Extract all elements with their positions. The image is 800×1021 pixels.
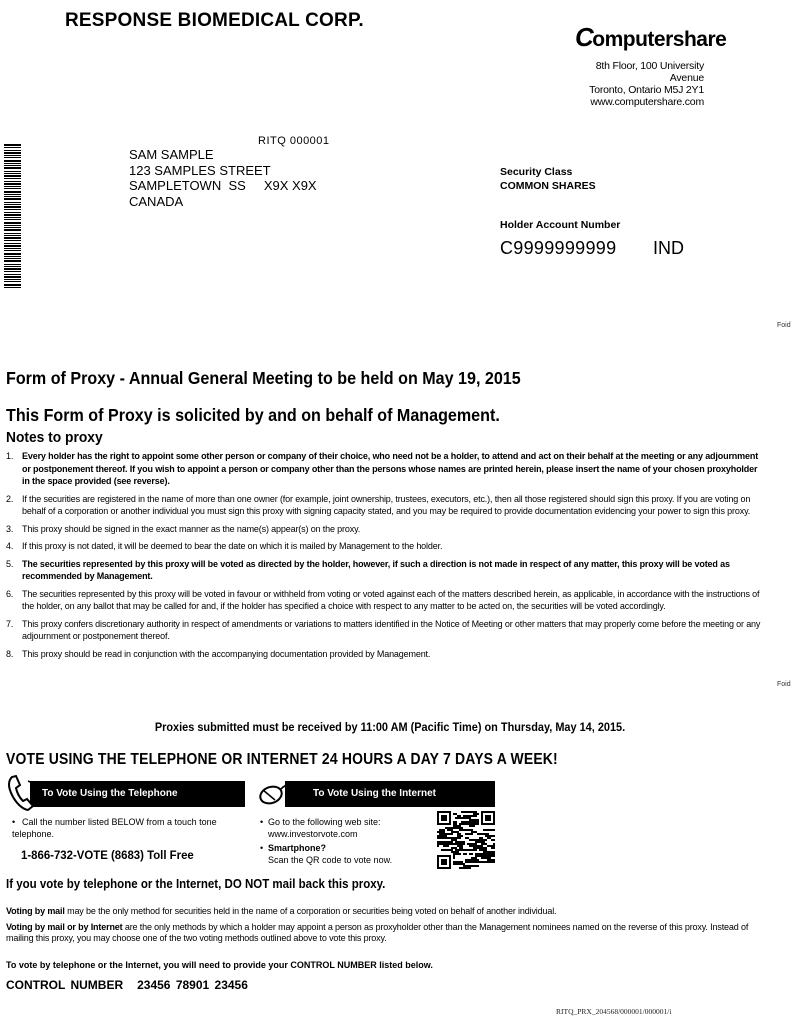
document-code: RITQ_PRX_204568/000001/000001/i [556,1007,672,1016]
logo-initial: C [575,22,594,52]
note-number: 1. [6,451,14,461]
mail-note [6,922,776,945]
web-instruction-text: Go to the following web site: [268,817,381,827]
notes-heading: Notes to proxy [6,429,103,446]
mouse-icon [255,775,297,811]
mailing-line: SAM SAMPLE [129,147,214,162]
notes-list [6,450,766,665]
note-text: If the securities are registered in the name of more than one owner (for example, joint ownership, trustees, executors, etc.), then all those registered should sign this proxy. If you are voting on behalf of a corporation or another individual you must sign this proxy with signing capacity stated, and you may be required to provide documentation evidencing your power to sign this proxy. [22,493,751,516]
mail-note-text: may be the only method for securities held in the name of a corporation or securities being voted on behalf of another individual. [64,906,557,916]
telephone-vote-bar: To Vote Using the Telephone [30,781,245,807]
security-class [500,165,596,193]
address-line: Toronto, Ontario M5J 2Y1 [589,84,704,96]
security-class-value: COMMON SHARES [500,180,596,192]
note-text: Every holder has the right to appoint some other person or company of their choice, who need not be a holder, to attend and act on their behalf at the meeting or any adjournment or postponement thereof. If you wish to appoint a person or company other than the persons whose names are printed herein, please insert the name of your chosen proxyholder in the space provided (see reverse). [22,451,759,486]
smartphone-text: Scan the QR code to vote now. [268,854,393,865]
security-class-label: Security Class [500,166,573,178]
telephone-icon [6,773,42,813]
note-number: 5. [6,558,14,569]
holder-type: IND [653,238,684,258]
mailing-address [129,147,317,209]
smartphone-instruction [260,843,430,855]
control-number-value: 23456 78901 23456 [137,978,248,992]
note-item [6,540,766,553]
ritq-code: RITQ 000001 [258,135,330,147]
note-number: 8. [6,648,14,659]
note-item [6,648,766,661]
internet-vote-bar: To Vote Using the Internet [285,781,495,807]
note-item [6,618,766,643]
proxy-deadline: Proxies submitted must be received by 11:00 AM (Pacific Time) on Thursday, May 14, 2015. [154,722,626,734]
web-instruction [260,817,430,829]
vote-url[interactable]: www.investorvote.com [268,828,358,839]
solicited-heading: This Form of Proxy is solicited by and on behalf of Management. [6,405,500,425]
smartphone-label: Smartphone? [268,843,327,853]
bullet: • [260,843,264,853]
vote-heading: VOTE USING THE TELEPHONE OR INTERNET 24 HOURS A DAY 7 DAYS A WEEK! [6,751,558,768]
note-text: This proxy confers discretionary authority in respect of amendments or variations to matters identified in the Notice of Meeting or other matters that may properly come before the meeting or any adjournment or postponement thereof. [22,618,761,641]
note-number: 4. [6,541,14,551]
mail-note-text: are the only methods by which a holder may appoint a person as proxyholder other than the Management nominees named on the reverse of this proxy. Instead of mailing this proxy, you may choose one of the two voting methods outlined above to vote this proxy. [6,921,749,943]
holder-account-label: Holder Account Number [500,219,621,231]
internet-instructions [260,817,430,866]
mail-voting-notes [6,906,776,949]
do-not-mail-notice: If you vote by telephone or the Internet, DO NOT mail back this proxy. [6,877,386,891]
note-item [6,450,766,488]
fold-mark: Foid [777,681,791,688]
address-line: www.computershare.com [590,96,704,108]
address-line: 8th Floor, 100 University Avenue [595,60,704,84]
mailing-line: SAMPLETOWN SS X9X X9X [129,178,317,193]
qr-code-icon[interactable] [437,810,495,870]
postal-barcode [4,144,21,289]
note-item [6,493,766,518]
computershare-logo [575,22,726,53]
form-title: Form of Proxy - Annual General Meeting to be held on May 19, 2015 [6,368,521,388]
mail-note [6,906,776,918]
telephone-text: Call the number listed BELOW from a touch tone telephone. [12,817,217,839]
logo-text: omputershare [592,28,727,51]
note-item [6,523,766,536]
note-text: This proxy should be read in conjunction with the accompanying documentation provided by Management. [22,648,431,659]
note-text: If this proxy is not dated, it will be deemed to bear the date on which it is mailed by Management to the holder. [22,541,443,551]
control-number-label: CONTROL NUMBER [6,978,124,992]
note-number: 7. [6,618,14,629]
telephone-instructions [12,817,232,840]
toll-free-number: 1-866-732-VOTE (8683) Toll Free [21,848,194,862]
note-item [6,588,766,613]
mailing-line: CANADA [129,193,184,209]
fold-mark: Foid [777,322,791,329]
mail-note-lead: Voting by mail [6,906,65,916]
company-address [560,60,704,108]
control-number-intro: To vote by telephone or the Internet, you will need to provide your CONTROL NUMBER listed below. [6,960,433,970]
company-name: RESPONSE BIOMEDICAL CORP. [65,10,364,31]
bullet: • [12,817,16,827]
mailing-line: 123 SAMPLES STREET [129,162,271,178]
note-number: 3. [6,523,14,534]
holder-account-number: C9999999999 [500,238,617,258]
control-number [6,978,248,992]
mail-note-lead: Voting by mail or by Internet [6,921,123,932]
note-item [6,558,766,583]
note-number: 6. [6,588,14,599]
note-text: The securities represented by this proxy will be voted as directed by the holder, however, if such a direction is not made in respect of any matter, this proxy will be voted as recommended by Management. [22,558,730,581]
note-text: The securities represented by this proxy will be voted in favour or withheld from voting or voted against each of the matters described herein, as applicable, in accordance with the instructions of the holder, on any ballot that may be called for and, if the holder has specified a choice with respect to any matter to be acted on, the securities will be voted accordingly. [22,588,760,611]
note-text: This proxy should be signed in the exact manner as the name(s) appear(s) on the proxy. [22,523,361,534]
note-number: 2. [6,493,14,504]
bullet: • [260,817,264,827]
